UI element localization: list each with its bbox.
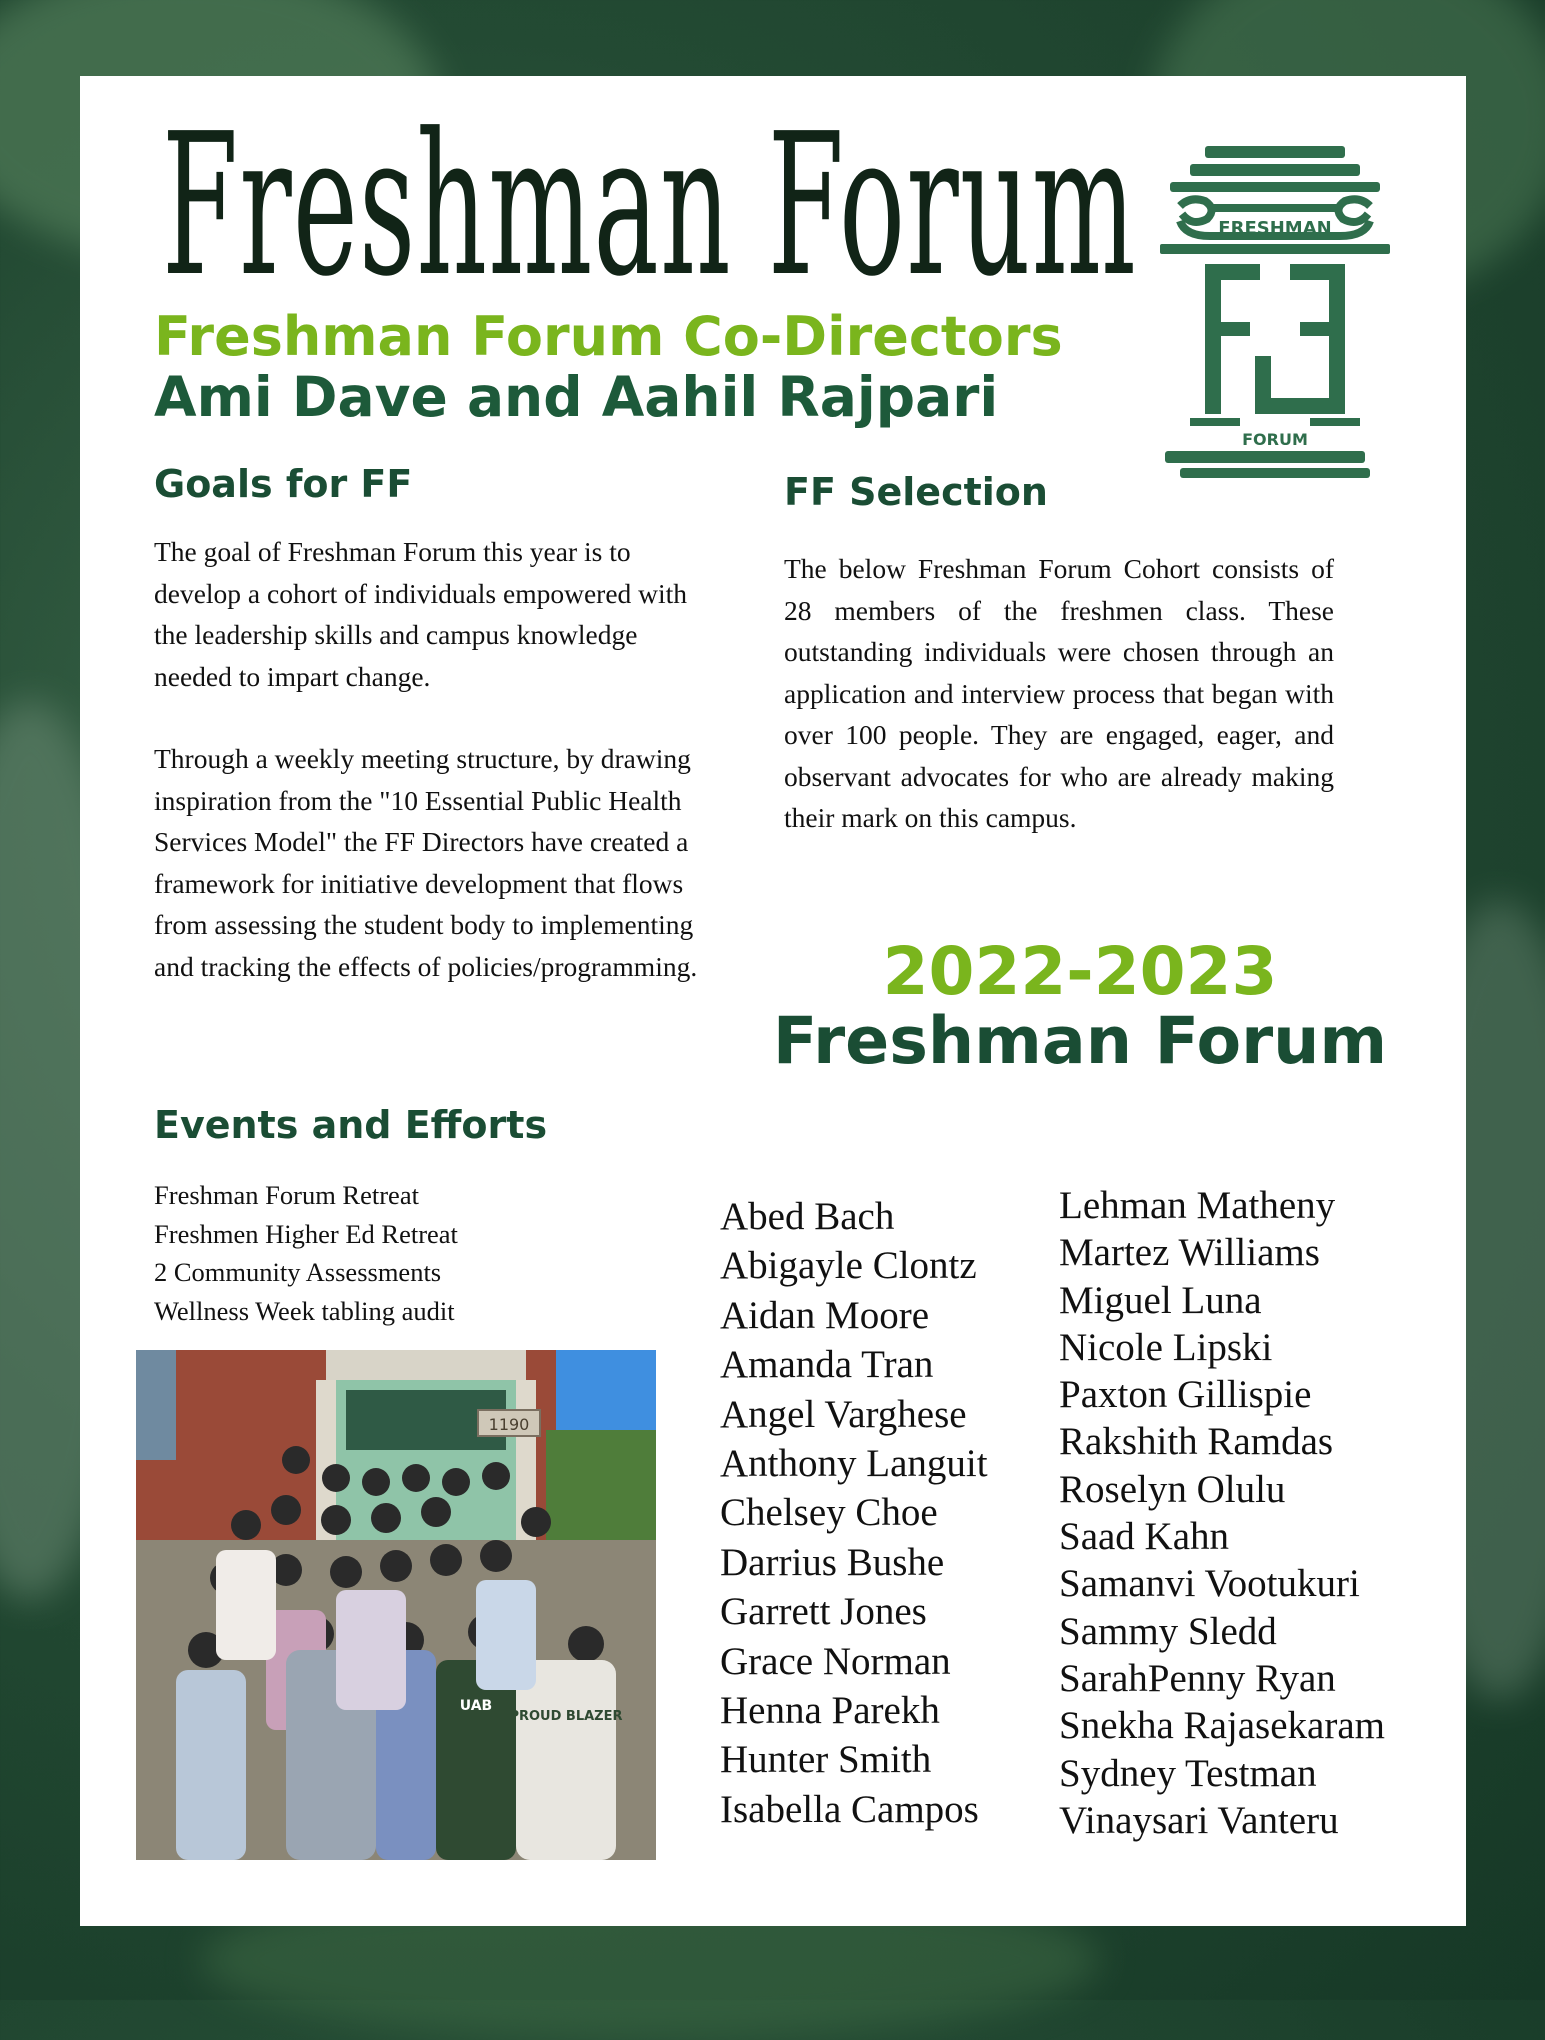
events-heading: Events and Efforts (154, 1103, 548, 1147)
codirectors-label: Freshman Forum Co-Directors (154, 305, 1063, 368)
member-name: Chelsey Choe (720, 1491, 938, 1535)
goals-heading: Goals for FF (154, 462, 413, 506)
svg-text:FORUM: FORUM (1242, 430, 1308, 449)
events-item: Freshmen Higher Ed Retreat (154, 1218, 458, 1249)
events-list (154, 1176, 458, 1330)
member-name: Sammy Sledd (1059, 1609, 1277, 1653)
goals-paragraph-1: The goal of Freshman Forum this year is to develop a cohort of individuals empowered with the leadership skills and campus knowledge needed to impart change. (154, 536, 688, 692)
page-title: Freshman Forum (162, 92, 1137, 320)
svg-text:UAB: UAB (459, 1698, 493, 1714)
member-name: Lehman Matheny (1059, 1184, 1336, 1227)
member-name: Angel Varghese (720, 1392, 967, 1436)
codirectors-names: Ami Dave and Aahil Rajpari (154, 365, 999, 429)
member-name: Darrius Bushe (720, 1540, 945, 1584)
member-name: Martez Williams (1059, 1231, 1320, 1275)
member-name: Hunter Smith (720, 1738, 932, 1782)
member-name: Abed Bach (720, 1195, 895, 1238)
member-name: Anthony Languit (720, 1442, 988, 1486)
group-photo (136, 1350, 656, 1860)
svg-text:PROUD BLAZER: PROUD BLAZER (509, 1709, 623, 1724)
svg-text:1190: 1190 (488, 1415, 530, 1434)
members-list-left (720, 1192, 988, 1834)
member-name: Sydney Testman (1059, 1751, 1317, 1795)
cohort-title: Freshman Forum (772, 1004, 1388, 1079)
member-name: Rakshith Ramdas (1059, 1420, 1334, 1464)
member-name: Nicole Lipski (1059, 1325, 1273, 1369)
group-photo-illustration (136, 1350, 656, 1860)
members-list-right (1059, 1182, 1385, 1844)
events-item: 2 Community Assessments (154, 1257, 442, 1287)
member-name: Snekha Rajasekaram (1059, 1704, 1385, 1748)
member-name: Miguel Luna (1059, 1278, 1262, 1322)
member-name: Abigayle Clontz (720, 1244, 977, 1288)
column-logo-icon (1160, 146, 1390, 486)
events-item: Freshman Forum Retreat (154, 1180, 419, 1210)
member-name: Saad Kahn (1059, 1515, 1230, 1559)
member-name: Garrett Jones (720, 1590, 927, 1634)
member-name: SarahPenny Ryan (1059, 1656, 1336, 1700)
member-name: Amanda Tran (720, 1343, 934, 1387)
freshman-forum-logo (1160, 146, 1390, 486)
goals-paragraph-2: Through a weekly meeting structure, by drawing inspiration from the "10 Essential Public Health Services Model" the FF Directors have created a framework for initiative development that flows from assessing the student body to implementing and tracking the effects of policies/programming. (154, 743, 698, 982)
flyer-page (80, 76, 1466, 1926)
selection-heading: FF Selection (784, 470, 1048, 514)
cohort-year: 2022-2023 (882, 933, 1278, 1010)
member-name: Paxton Gillispie (1059, 1373, 1312, 1417)
member-name: Isabella Campos (720, 1787, 979, 1831)
member-name: Vinaysari Vanteru (1059, 1798, 1339, 1842)
member-name: Grace Norman (720, 1639, 951, 1683)
member-name: Henna Parekh (720, 1689, 940, 1733)
events-item: Wellness Week tabling audit (154, 1295, 455, 1326)
member-name: Samanvi Vootukuri (1059, 1562, 1360, 1606)
svg-text:FRESHMAN: FRESHMAN (1218, 218, 1332, 239)
member-name: Aidan Moore (720, 1293, 930, 1337)
selection-paragraph: The below Freshman Forum Cohort consists of 28 members of the freshmen class. These outstanding individuals were chosen through an application and interview process that began with over 100 people. They are engaged, eager, and observant advocates for who are already making their mark on this campus. (784, 553, 1334, 833)
member-name: Roselyn Olulu (1059, 1467, 1286, 1511)
